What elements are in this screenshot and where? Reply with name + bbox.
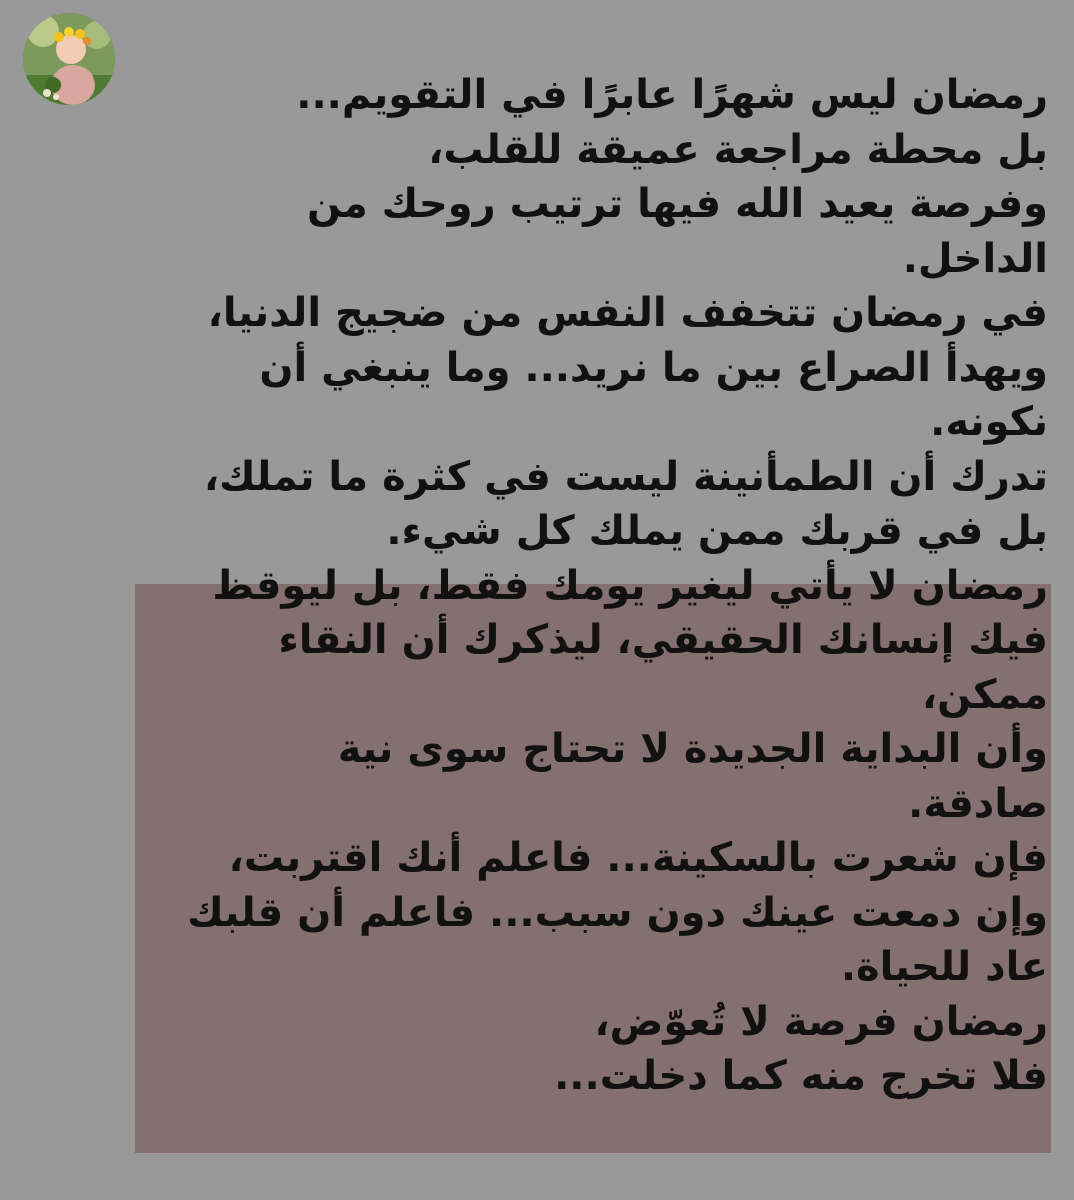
post-line: وإن دمعت عينك دون سبب... فاعلم أن قلبك bbox=[187, 889, 1048, 936]
post-line: ويهدأ الصراع بين ما نريد... وما ينبغي أن bbox=[259, 344, 1048, 391]
avatar[interactable] bbox=[23, 13, 115, 105]
post-line: رمضان لا يأتي ليغير يومك فقط، بل ليوقظ bbox=[212, 562, 1048, 609]
post-line: رمضان فرصة لا تُعوّض، bbox=[594, 998, 1048, 1045]
post-line: فإن شعرت بالسكينة... فاعلم أنك اقتربت، bbox=[228, 835, 1048, 881]
post-line: بل محطة مراجعة عميقة للقلب، bbox=[428, 126, 1048, 173]
avatar-photo-icon bbox=[23, 13, 115, 105]
post-line: وأن البداية الجديدة لا تحتاج سوى نية bbox=[337, 726, 1048, 772]
post-line: بل في قربك ممن يملك كل شيء. bbox=[386, 508, 1048, 554]
post-line: ممكن، bbox=[921, 671, 1048, 718]
post-line: فيك إنسانك الحقيقي، ليذكرك أن النقاء bbox=[278, 617, 1048, 663]
post-line: صادقة. bbox=[908, 780, 1048, 827]
post-text bbox=[140, 68, 1048, 1104]
post-line: فلا تخرج منه كما دخلت... bbox=[554, 1053, 1048, 1099]
post-line: الداخل. bbox=[902, 235, 1048, 282]
post-line: في رمضان تتخفف النفس من ضجيج الدنيا، bbox=[207, 290, 1048, 336]
post-line: عاد للحياة. bbox=[840, 944, 1048, 990]
post-line: تدرك أن الطمأنينة ليست في كثرة ما تملك، bbox=[203, 453, 1048, 500]
post-line: رمضان ليس شهرًا عابرًا في التقويم... bbox=[296, 72, 1048, 118]
post-line: نكونه. bbox=[930, 399, 1048, 445]
post-line: وفرصة يعيد الله فيها ترتيب روحك من bbox=[306, 181, 1048, 227]
